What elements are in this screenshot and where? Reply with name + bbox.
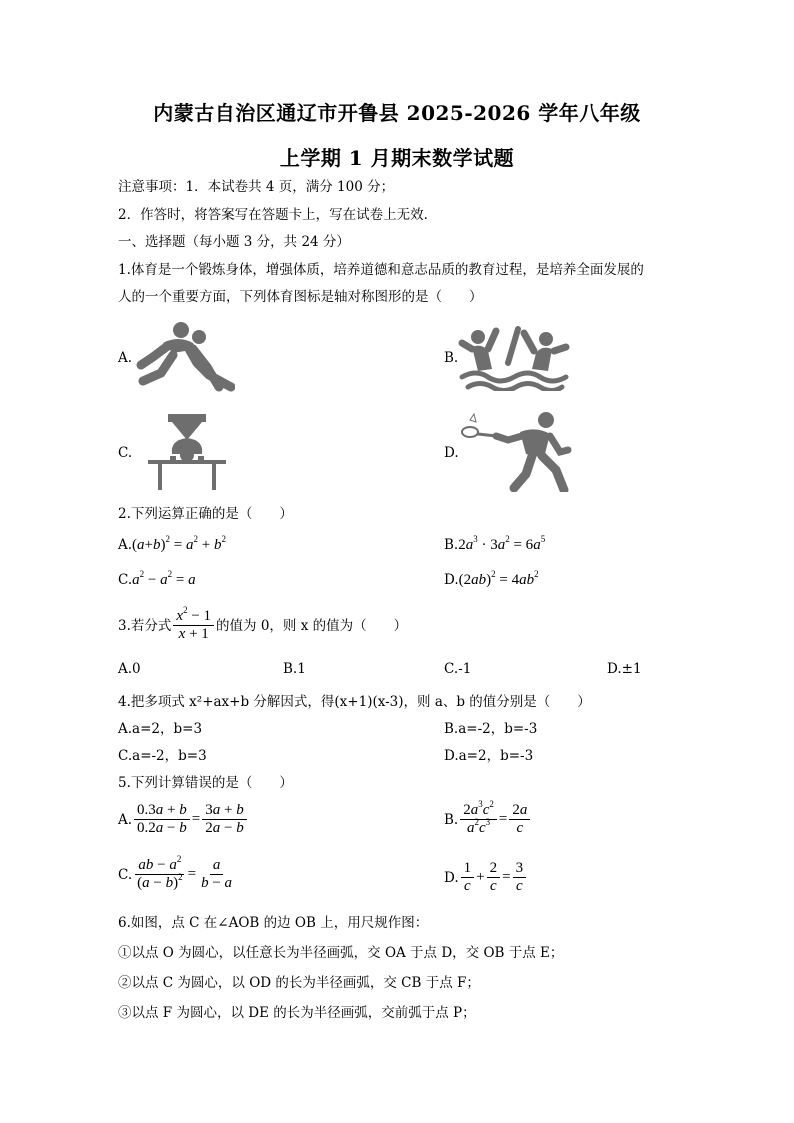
- synchronized-swimming-icon: [458, 325, 570, 391]
- q3-option-c: C.-1: [444, 661, 472, 677]
- wrestling-icon: [133, 321, 235, 393]
- q5-option-c: C. $\frac{ab - a^2}{(a - b)^2}$ = $\frac{a}{b - a}$: [118, 854, 233, 891]
- q3-option-d: D.±1: [607, 661, 642, 677]
- q5-option-d: D. $\frac{1}{c}$ + $\frac{2}{c}$ = $\frac{3}{c}$: [444, 860, 528, 895]
- q1-option-a-label: A.: [118, 350, 133, 366]
- q2-stem: 2.下列运算正确的是（ ）: [118, 506, 293, 522]
- q5-stem: 5.下列计算错误的是（ ）: [118, 775, 293, 791]
- page-title-line1: 内蒙古自治区通辽市开鲁县 2025-2026 学年八年级: [153, 101, 641, 125]
- q1-option-b-label: B.: [444, 350, 459, 366]
- q2-option-a: [118, 534, 226, 554]
- q2-option-b: [444, 534, 546, 554]
- q2-option-a-label: A.: [118, 537, 133, 553]
- q6-step3: ③以点 F 为圆心，以 DE 的长为半径画弧，交前弧于点 P；: [118, 1005, 476, 1021]
- badminton-icon: [456, 410, 572, 492]
- notes-line1: 注意事项：1．本试卷共 4 页，满分 100 分；: [118, 179, 395, 195]
- q4-option-c: C.a=-2，b=3: [118, 748, 207, 764]
- q5-option-b: B. $\frac{2a^3c^2}{a^2c^3}$ = $\frac{2a}{c}$: [444, 802, 532, 837]
- q1-option-d-label: D.: [444, 445, 459, 461]
- q2-option-b-expr: $2a^3 \cdot 3a^2 = 6a^5$: [458, 534, 546, 553]
- q4-option-b: B.a=-2，b=-3: [444, 721, 538, 737]
- page-title-line2: 上学期 1 月期末数学试题: [279, 146, 515, 170]
- q3-stem-pre: 3.若分式: [118, 617, 172, 634]
- q1-option-c-label: C.: [118, 445, 133, 461]
- q5-option-a: A. $\frac{0.3a + b}{0.2a - b}$ = $\frac{3a + b}{2a - b}$: [118, 802, 249, 837]
- q2-option-c-expr: $a^2 - a^2 = a$: [132, 569, 196, 588]
- q5-option-b-label: B.: [444, 811, 459, 828]
- q3-stem: [118, 605, 408, 643]
- q2-option-d-expr: $(2ab)^2 = 4ab^2$: [458, 569, 539, 588]
- q4-option-a: A.a=2，b=3: [118, 721, 203, 737]
- handstand-icon: [148, 414, 226, 490]
- q1-stem-line1: 1.体育是一个锻炼身体，增强体质，培养道德和意志品质的教育过程，是培养全面发展的: [118, 262, 644, 278]
- q6-step2: ②以点 C 为圆心，以 OD 的长为半径画弧，交 CB 于点 F；: [118, 975, 480, 991]
- q2-option-c-label: C.: [118, 572, 133, 588]
- q1-stem-line2: 人的一个重要方面，下列体育图标是轴对称图形的是（ ）: [118, 289, 483, 305]
- q4-stem: 4.把多项式 x²+ax+b 分解因式，得(x+1)(x-3)，则 a、b 的值分别是（ ）: [118, 694, 591, 710]
- q2-option-b-label: B.: [444, 537, 459, 553]
- q3-stem-post: 的值为 0，则 x 的值为（ ）: [216, 617, 408, 634]
- q6-step1: ①以点 O 为圆心，以任意长为半径画弧，交 OA 于点 D，交 OB 于点 E；: [118, 945, 564, 961]
- q2-option-c: [118, 569, 196, 589]
- q6-stem: 6.如图，点 C 在∠AOB 的边 OB 上，用尺规作图：: [118, 915, 429, 931]
- q5-option-d-label: D.: [444, 869, 459, 886]
- q5-option-a-label: A.: [118, 811, 133, 828]
- q5-option-c-label: C.: [118, 866, 133, 883]
- q3-option-a: A.0: [118, 661, 141, 677]
- q3-option-b: B.1: [283, 661, 306, 677]
- q2-option-d-label: D.: [444, 572, 459, 588]
- q2-option-d: [444, 569, 539, 589]
- notes-line2: 2．作答时，将答案写在答题卡上，写在试卷上无效．: [118, 207, 438, 223]
- section-heading: 一、选择题（每小题 3 分，共 24 分）: [118, 234, 350, 250]
- q4-option-d: D.a=2，b=-3: [444, 748, 534, 764]
- q3-fraction: $\frac{x^2 - 1}{x + 1}$: [173, 608, 214, 643]
- q2-option-a-expr: $(a+b)^2 = a^2 + b^2$: [132, 534, 226, 553]
